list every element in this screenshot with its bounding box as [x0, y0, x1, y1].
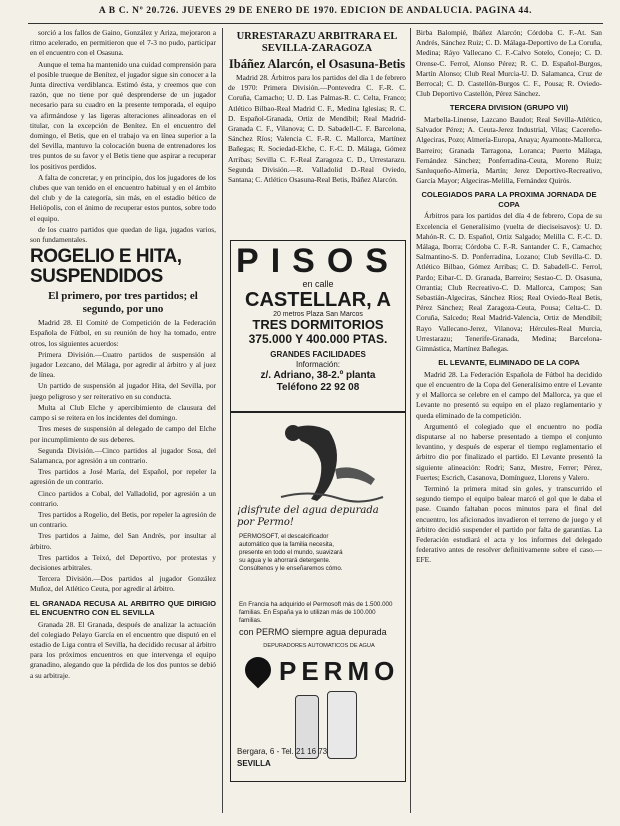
headline-granada: EL GRANADA RECUSA AL ARBITRO QUE DIRIGIO EL ENCUENTRO CON EL SEVILLA [30, 598, 216, 618]
article-paragraph: Segunda División.—Cinco partidos al jugador Sosa, del Salamanca, por agresión a un contrario. [30, 445, 216, 465]
pisos-price: 375.000 Y 400.000 PTAS. [248, 332, 388, 346]
pisos-address: z/. Adriano, 38-2.º planta [260, 370, 376, 381]
intro-paragraph: A falta de concretar, y en principio, dos los jugadores de los clubes que van tenido en el encuentro habitual y en el ámbito del club y de la categoría, sin más, en el estadio bético de Heliópolis, con el ánimo de recuperar estos puntos, sobre todo el equipo. [30, 172, 216, 223]
intro-paragraph: sorció a los fallos de Gaino, González y Ariza, mejoraron a ritmo acelerado, en permitieron que el 7-3 no pudo, participar en el encuentro con el Osasuna. [30, 28, 216, 58]
pisos-meters: 20 metros Plaza San Marcos [273, 311, 363, 318]
intro-paragraph: de los cuatro partidos que quedan de liga, jugados varios, son fundamentales. [30, 224, 216, 245]
left-column [30, 28, 216, 808]
subheadline-suspendidos: El primero, por tres partidos; el segundo, por uno [48, 290, 198, 316]
article-paragraph: Tres partidos a Jaime, del San Andrés, por insultar al árbitro. [30, 531, 216, 551]
article-paragraph: Multa al Club Elche y apercibimiento de clausura del campo si se reitera en los incidentes del domingo. [30, 402, 216, 423]
article-paragraph: Madrid 28. El Comité de Competición de la Federación Española de Fútbol, en su reunión de hoy ha tomado, entre otros, los siguientes acuerdos: [30, 318, 216, 348]
article-paragraph: Birba Balompié, Ibáñez Alarcón; Córdoba C. F.-At. San Andrés, Sánchez Ruiz; C. D. Málaga-Deportivo de La Coruña, Medina; Ráyo Vallecano C. F.-Calvo Sotelo, Conejo; C. D. Orense-C. Ferrol, Alonso Pérez; R. C. D. Español-Burgos, Martín Alonso; Club Real Murcia-U. D. Salamanca, Cruz de Berrocal; C. D. Castellón-Burgos C. F., Pousa; R. Oviedo-Club Deportivo Castellón, Pérez Sánchez. [416, 28, 602, 99]
article-paragraph: Granada 28. El Granada, después de analizar la actuación del colegiado Pelayo García en el encuentro que disputó en el estadio de Liga contra el Sevilla, ha decidido recusar al árbitro para los próximos encuentros en que intervenga el equipo granadino, alegando que la pérdida de los dos puntos se debió a su arbitraje. [30, 619, 216, 680]
headline-suspendidos: ROGELIO E HITA, SUSPENDIDOS [30, 246, 182, 288]
article-paragraph: Tercera División.—Dos partidos al jugador González Muñoz, del Atlético Ceuta, por agredir al árbitro. [30, 574, 216, 594]
column-divider [410, 28, 411, 813]
article-paragraph: Árbitros para los partidos del día 4 de febrero, Copa de su Excelencia el Generalísimo (vuelta de dieciseisavos): U. D. Mahón-R. C. D. Español, Ortiz Salgado; Melilla C. F.-C. D. Málaga, Iborra; Córdoba C. F.-R. Santander C. F., Camacho; Salmantino-S. D. Ponferradina, Lozano; Club Sevilla-C. D. Atlético Bilbao, Gómez Arribas; C. D. Sabadell-C. Ferrol, Pardo; Eibar-C. D. Granada, Barreiro; Sestao-C. D. Osasuna, Orrantia; Club Recreativo-C. D. Mallorca, Campos; San Sebastián-Algeciras, Sánchez Ríos; Real Oviedo-Real Betis, Pérez Sánchez; Real Zaragoza-Ceuta, Pousa; Celta-C. D. Coruña, Salcedo; Real Madrid-Valencia, Ortiz de Mendíbil; Rayo Vallecano-Jerez, Vilanova; Hércules-Real Murcia, Urrestarazu; Tenerife-Granada, Medina; Barcelona-Gimnástica, Martínez Bañegas. [416, 211, 602, 353]
pisos-sub: en calle [302, 279, 334, 289]
article-paragraph: Terminó la primera mitad sin goles, y transcurrido el segundo tiempo el equipo balear marcó el gol que le daba el pase. Cuando faltaban pocos minutos para el final del encuentro, los aficionados invadieron el terreno de juego y el árbitro decidió suspender el partido por falta de garantías. La Federación estudiará el acta y los informes del delegado federativo antes de resolver definitivamente sobre el caso.—EFE. [416, 483, 602, 565]
pisos-facilities: GRANDES FACILIDADES [270, 350, 366, 359]
pisos-street: CASTELLAR, A [245, 289, 391, 311]
pisos-ad [230, 240, 406, 412]
right-column [416, 28, 602, 808]
page-header: A B C. Nº 20.726. JUEVES 29 DE ENERO DE 1970. EDICION DE ANDALUCIA. PAGINA 44. [98, 6, 533, 16]
pisos-info-label: Información: [295, 360, 341, 369]
permo-city: SEVILLA [237, 759, 271, 768]
article-paragraph: Marbella-Linense, Lazcano Baudot; Real Sevilla-Atlético, Salvador Pérez; A. Ceuta-Jerez Industrial, Vilas; Cacereño-Algeciras, Pozo; Almería-Europa, Anaya; Ayamonte-Mallorca, Barreiro; Granada Tarragona, Loranca; Puerto Málaga, Fernández Sánchez; Ponferradina-Ceuta, Moreno Ruiz; Sanluqueño-Almería, Martín; Jerez Deportivo-Recreativo, García Mayor; Algeciras-Melilla, Fernández Quirós. [416, 114, 602, 186]
swimmer-illustration [271, 419, 391, 505]
pisos-phone: Teléfono 22 92 08 [276, 382, 360, 393]
article-paragraph: Madrid 28. La Federación Española de Fútbol ha decidido que el encuentro de la Copa del Generalísimo entre el Levante y el Mallorca se celebre en el campo del Mallorca, ya que el Levante no presentó su equipo en el plazo reglamentario y queda eliminado de la competición. [416, 369, 602, 420]
article-paragraph: Tres partidos a José María, del Español, por repeler la agresión de un contrario. [30, 467, 216, 487]
header-rule [28, 23, 603, 24]
permo-slogan: ¡disfrute del agua depurada por Permo! [237, 505, 379, 528]
headline-ibanez: Ibáñez Alarcón, el Osasuna-Betis [228, 57, 406, 71]
middle-column [228, 28, 406, 236]
headline-levante: EL LEVANTE, ELIMINADO DE LA COPA [438, 358, 580, 368]
column-divider [222, 28, 223, 813]
permo-cylinder-right [327, 691, 357, 759]
article-paragraph: Argumentó el colegiado que el encuentro no podía disputarse al no haberse presentado a tiempo el conjunto levantino, y después de esperar el tiempo reglamentario el árbitro dio por finalizado el partido. El Levante presentó la siguiente alineación: Rodri; Sanz, Mestre, Ferrer; Pérez, Fuertes; Escrich, Casanova, Domínguez, Llorens y Valero. [416, 421, 602, 482]
article-paragraph: Un partido de suspensión al jugador Hita, del Sevilla, por juego peligroso y ser reiterativo en su conducta. [30, 381, 216, 401]
permo-text: PERMOSOFT, el descalcificador automático que la familia necesita, presente en todo el mundo, suavizará su agua y le ahorrará detergente. Consúltenos y le enseñaremos cómo. [239, 533, 343, 572]
article-paragraph: Cinco partidos a Cobal, del Valladolid, por agresión a un contrario. [30, 488, 216, 508]
pisos-rooms: TRES DORMITORIOS [252, 317, 384, 332]
permo-address: Bergara, 6 - Tel. 21 16 73 [237, 747, 328, 756]
permo-ad [230, 412, 406, 782]
pisos-title: PISOS [236, 242, 400, 280]
intro-paragraph: Aunque el tema ha mantenido una cuidad comprensión para el posible trueque de Benítez, el jugador sigue sin conocer a la Junta directiva verdiblanca. Estimó ésta, y creemos que con razón, que no tiene por qué desprenderse de un jugador necesario para su cuadro en la presente temporada, el equipo va afirmándose y las ligeras alteraciones alineadoras en el titular, con la excepción de Benítez. En el encuentro del domingo, el Betis, que en el trabajo va en línea superior a la del Sevilla, mantuvo la colocación buena de entrenadores los tres puntos de su favor y el Betis tiene que aspirar a recuperar los positivos perdidos. [30, 59, 216, 171]
permo-brand-line: con PERMO siempre agua depurada [239, 627, 387, 637]
permo-logo: PERMO [279, 656, 400, 686]
headline-colegiados: COLEGIADOS PARA LA PROXIMA JORNADA DE COPA [421, 190, 597, 209]
permo-drop-icon [240, 652, 277, 689]
article-paragraph: Tres meses de suspensión al delegado de campo del Elche por incumplimiento de sus deberes. [30, 424, 216, 444]
article-paragraph: Primera División.—Cuatro partidos de suspensión al jugador Lezcano, del Málaga, por agredir al árbitro y al juez de línea. [30, 349, 216, 380]
article-paragraph: Madrid 28. Árbitros para los partidos del día 1 de febrero de 1970: Primera División.—Pontevedra C. F.-R. C. Coruña, Camacho; U. D. Las Palmas-R. C. Celta, Franco; Atlético Bilbao-Real Madrid C. F., Medina Iglesias; R. C. D. Español-Granada, Ortiz de Mendíbil; Real Madrid-Granada C. F., Vilanova; C. D. Sabadell-C. F. Barcelona, Sánchez Ríos; Valencia C. F.-R. C. Mallorca, Martínez Bañegas; R. Sociedad-Elche, C. F.-C. D. Málaga, Gómez Arribas; Sevilla C. F.-Real Zaragoza C. D., Urrestarazu. Segunda División.—R. Valladolid D.-Real Oviedo, Santana; C. Atlético Osasuna-Real Betis, Ibáñez Alarcón. [228, 73, 406, 185]
article-paragraph: Tres partidos a Teixó, del Deportivo, por protestas y decisiones arbitrales. [30, 552, 216, 572]
permo-tagline: DEPURADORES AUTOMATICOS DE AGUA [263, 643, 375, 649]
headline-urrestarazu: URRESTARAZU ARBITRARA EL SEVILLA-ZARAGOZA [236, 31, 398, 54]
article-paragraph: Tres partidos a Rogelio, del Betis, por repeler la agresión de un contrario. [30, 509, 216, 530]
headline-tercera: TERCERA DIVISION (GRUPO VII) [449, 103, 569, 113]
permo-text-2: En Francia ha adquirido el Permosoft más de 1.500.000 familias. En España ya lo utilizan más de 100.000 familias. [239, 601, 393, 624]
